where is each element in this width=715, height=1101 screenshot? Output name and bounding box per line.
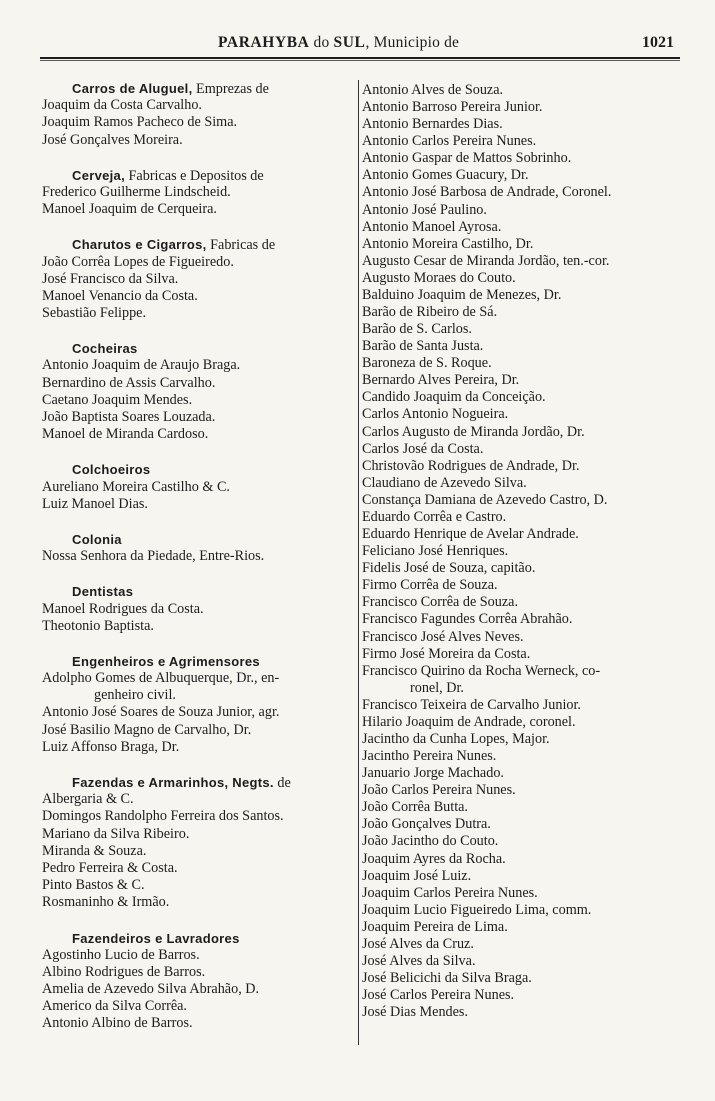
directory-entry: Antonio Bernardes Dias. xyxy=(362,116,503,133)
directory-entry: Rosmaninho & Irmão. xyxy=(42,894,170,911)
title-sul: SUL xyxy=(333,34,366,51)
directory-entry: Joaquim Pereira de Lima. xyxy=(362,918,508,935)
directory-entry: Jacintho Pereira Nunes. xyxy=(362,748,497,765)
header-rule xyxy=(40,57,680,59)
section-heading-name: Engenheiros e Agrimensores xyxy=(72,653,260,669)
directory-entry: Bernardino de Assis Carvalho. xyxy=(42,374,216,391)
directory-entry: Antonio Carlos Pereira Nunes. xyxy=(362,133,537,150)
directory-entry: ronel, Dr. xyxy=(410,679,464,696)
section-heading xyxy=(42,80,360,97)
directory-entry: Jacintho da Cunha Lopes, Major. xyxy=(362,730,550,747)
section-heading-name: Cocheiras xyxy=(72,341,138,357)
directory-entry: Francisco Teixeira de Carvalho Junior. xyxy=(362,696,581,713)
directory-section xyxy=(42,236,360,322)
section-heading-rest: Fabricas de xyxy=(206,237,276,254)
section-heading xyxy=(42,583,360,600)
section-heading xyxy=(42,653,360,670)
page-header xyxy=(40,34,680,58)
directory-entry: Carlos Antonio Nogueira. xyxy=(362,406,509,423)
directory-entry: João Corrêa Butta. xyxy=(362,799,468,816)
directory-entry: Nossa Senhora da Piedade, Entre-Rios. xyxy=(42,548,265,565)
directory-entry: Firmo José Moreira da Costa. xyxy=(362,645,531,662)
section-heading-rest: de xyxy=(273,775,291,791)
directory-entry: Joaquim Ayres da Rocha. xyxy=(362,850,506,867)
directory-entry: Bernardo Alves Pereira, Dr. xyxy=(362,372,520,389)
directory-entry: Fidelis José de Souza, capitão. xyxy=(362,560,536,577)
directory-entry: Candido Joaquim da Conceição. xyxy=(362,389,546,406)
directory-entry: Francisco Quirino da Rocha Werneck, co- xyxy=(362,662,601,679)
directory-entry: João Carlos Pereira Nunes. xyxy=(362,782,516,799)
directory-entry: Antonio Moreira Castilho, Dr. xyxy=(362,235,534,252)
section-heading-name: Colonia xyxy=(72,531,122,547)
directory-entry: João Jacintho do Couto. xyxy=(362,833,499,850)
section-heading xyxy=(42,461,360,478)
section-heading xyxy=(42,774,360,791)
left-column xyxy=(42,80,360,1033)
directory-entry: Barão de S. Carlos. xyxy=(362,321,472,338)
directory-entry: Antonio Gomes Guacury, Dr. xyxy=(362,167,529,184)
directory-entry: Joaquim da Costa Carvalho. xyxy=(42,97,202,114)
directory-entry: Pinto Bastos & C. xyxy=(42,877,145,894)
section-heading-name: Dentistas xyxy=(72,584,134,600)
directory-entry: Carlos Augusto de Miranda Jordão, Dr. xyxy=(362,423,585,440)
directory-entry: Feliciano José Henriques. xyxy=(362,543,509,560)
directory-entry: Antonio Alves de Souza. xyxy=(362,82,504,98)
directory-section xyxy=(42,774,360,912)
directory-entry: Manoel Venancio da Costa. xyxy=(42,287,198,304)
section-heading-name: Charutos e Cigarros, xyxy=(72,237,207,253)
directory-entry: José Gonçalves Moreira. xyxy=(42,131,183,148)
directory-entry: Antonio José Soares de Souza Junior, agr. xyxy=(42,704,280,721)
running-title xyxy=(218,34,459,52)
column-divider xyxy=(358,80,359,1045)
directory-entry: Sebastião Felippe. xyxy=(42,305,147,322)
directory-section xyxy=(42,80,360,149)
section-heading xyxy=(42,340,360,357)
directory-entry: Caetano Joaquim Mendes. xyxy=(42,391,193,408)
directory-entry: José Francisco da Silva. xyxy=(42,270,179,287)
directory-entry: Frederico Guilherme Lindscheid. xyxy=(42,183,231,200)
directory-entry: Manoel de Miranda Cardoso. xyxy=(42,426,209,443)
directory-entry: João Gonçalves Dutra. xyxy=(362,816,491,833)
section-heading xyxy=(42,167,360,184)
directory-entry: Antonio Manoel Ayrosa. xyxy=(362,218,502,235)
directory-entry: genheiro civil. xyxy=(94,687,176,704)
directory-entry: Luiz Manoel Dias. xyxy=(42,495,148,512)
directory-entry: José Belicichi da Silva Braga. xyxy=(362,970,532,987)
directory-section xyxy=(42,583,360,635)
directory-entry: Miranda & Souza. xyxy=(42,842,147,859)
directory-entry: Joaquim Lucio Figueiredo Lima, comm. xyxy=(362,901,592,918)
directory-section xyxy=(42,340,360,443)
directory-entry: José Carlos Pereira Nunes. xyxy=(362,987,515,1004)
directory-entry: Theotonio Baptista. xyxy=(42,617,154,634)
directory-entry: Baroneza de S. Roque. xyxy=(362,355,492,372)
directory-entry: Aureliano Moreira Castilho & C. xyxy=(42,478,230,495)
directory-entry: José Dias Mendes. xyxy=(362,1004,468,1021)
directory-entry: Eduardo Henrique de Avelar Andrade. xyxy=(362,526,579,543)
section-heading-name: Fazendas e Armarinhos, Negts. xyxy=(72,775,274,790)
section-heading xyxy=(42,930,360,947)
directory-entry: Christovão Rodrigues de Andrade, Dr. xyxy=(362,457,580,474)
directory-entry: Barão de Ribeiro de Sá. xyxy=(362,304,498,321)
directory-entry: Francisco Corrêa de Souza. xyxy=(362,594,519,611)
directory-entry: Antonio Joaquim de Araujo Braga. xyxy=(42,357,241,374)
directory-entry: Antonio Barroso Pereira Junior. xyxy=(362,99,543,116)
directory-entry: Americo da Silva Corrêa. xyxy=(42,998,187,1015)
directory-entry: João Corrêa Lopes de Figueiredo. xyxy=(42,253,234,270)
title-do: do xyxy=(309,34,334,51)
directory-entry: Mariano da Silva Ribeiro. xyxy=(42,825,190,842)
directory-entry: Manoel Joaquim de Cerqueira. xyxy=(42,201,217,218)
directory-section xyxy=(42,167,360,219)
directory-entry: Domingos Randolpho Ferreira dos Santos. xyxy=(42,808,284,825)
directory-entry: João Baptista Soares Louzada. xyxy=(42,409,216,425)
directory-entry: Francisco José Alves Neves. xyxy=(362,628,524,645)
header-rule-thin xyxy=(40,60,680,61)
section-heading xyxy=(42,531,360,548)
directory-entry: Firmo Corrêa de Souza. xyxy=(362,577,498,594)
directory-entry: Joaquim José Luiz. xyxy=(362,867,472,884)
directory-entry: Antonio Gaspar de Mattos Sobrinho. xyxy=(362,150,572,167)
directory-entry: José Alves da Cruz. xyxy=(362,935,474,952)
directory-entry: Albino Rodrigues de Barros. xyxy=(42,963,206,980)
directory-entry: Barão de Santa Justa. xyxy=(362,338,484,355)
directory-entry: Carlos José da Costa. xyxy=(362,440,484,457)
directory-entry: Balduino Joaquim de Menezes, Dr. xyxy=(362,286,562,303)
directory-entry: Antonio José Barbosa de Andrade, Coronel. xyxy=(362,184,612,201)
directory-section xyxy=(42,930,360,1033)
section-heading xyxy=(42,236,360,253)
directory-section xyxy=(42,461,360,513)
directory-entry: Antonio Albino de Barros. xyxy=(42,1015,193,1032)
directory-entry: Luiz Affonso Braga, Dr. xyxy=(42,738,180,755)
section-heading-name: Colchoeiros xyxy=(72,462,151,478)
title-parahyba: PARAHYBA xyxy=(218,34,310,51)
directory-entry: Antonio José Paulino. xyxy=(362,201,487,218)
directory-entry: Januario Jorge Machado. xyxy=(362,765,504,782)
directory-entry: Joaquim Ramos Pacheco de Sima. xyxy=(42,114,238,131)
directory-entry: Albergaria & C. xyxy=(42,791,134,808)
directory-section xyxy=(42,531,360,565)
directory-entry: Claudiano de Azevedo Silva. xyxy=(362,474,527,491)
directory-entry: José Alves da Silva. xyxy=(362,952,476,969)
title-municipio: , Municipio de xyxy=(365,34,460,51)
directory-entry: José Basilio Magno de Carvalho, Dr. xyxy=(42,721,252,738)
directory-section xyxy=(42,653,360,756)
directory-entry: Constança Damiana de Azevedo Castro, D. xyxy=(362,491,608,508)
section-heading-rest: Fabricas e Depositos de xyxy=(125,167,264,184)
right-column xyxy=(362,82,682,1021)
directory-entry: Joaquim Carlos Pereira Nunes. xyxy=(362,884,538,901)
directory-entry: Francisco Fagundes Corrêa Abrahão. xyxy=(362,611,573,628)
section-heading-name: Carros de Aluguel, xyxy=(72,81,193,96)
directory-entry: Agostinho Lucio de Barros. xyxy=(42,946,200,963)
directory-entry: Augusto Cesar de Miranda Jordão, ten.-cor. xyxy=(362,252,610,269)
directory-entry: Manoel Rodrigues da Costa. xyxy=(42,600,204,617)
section-heading-name: Fazendeiros e Lavradores xyxy=(72,930,240,946)
directory-entry: Pedro Ferreira & Costa. xyxy=(42,859,178,876)
directory-entry: Adolpho Gomes de Albuquerque, Dr., en- xyxy=(42,670,280,687)
section-heading-rest: Emprezas de xyxy=(192,81,269,97)
section-heading-name: Cerveja, xyxy=(72,167,125,183)
directory-entry: Eduardo Corrêa e Castro. xyxy=(362,508,507,525)
directory-entry: Augusto Moraes do Couto. xyxy=(362,269,516,286)
directory-entry: Amelia de Azevedo Silva Abrahão, D. xyxy=(42,981,260,998)
directory-entry: Hilario Joaquim de Andrade, coronel. xyxy=(362,713,576,730)
page-number: 1021 xyxy=(642,34,674,51)
